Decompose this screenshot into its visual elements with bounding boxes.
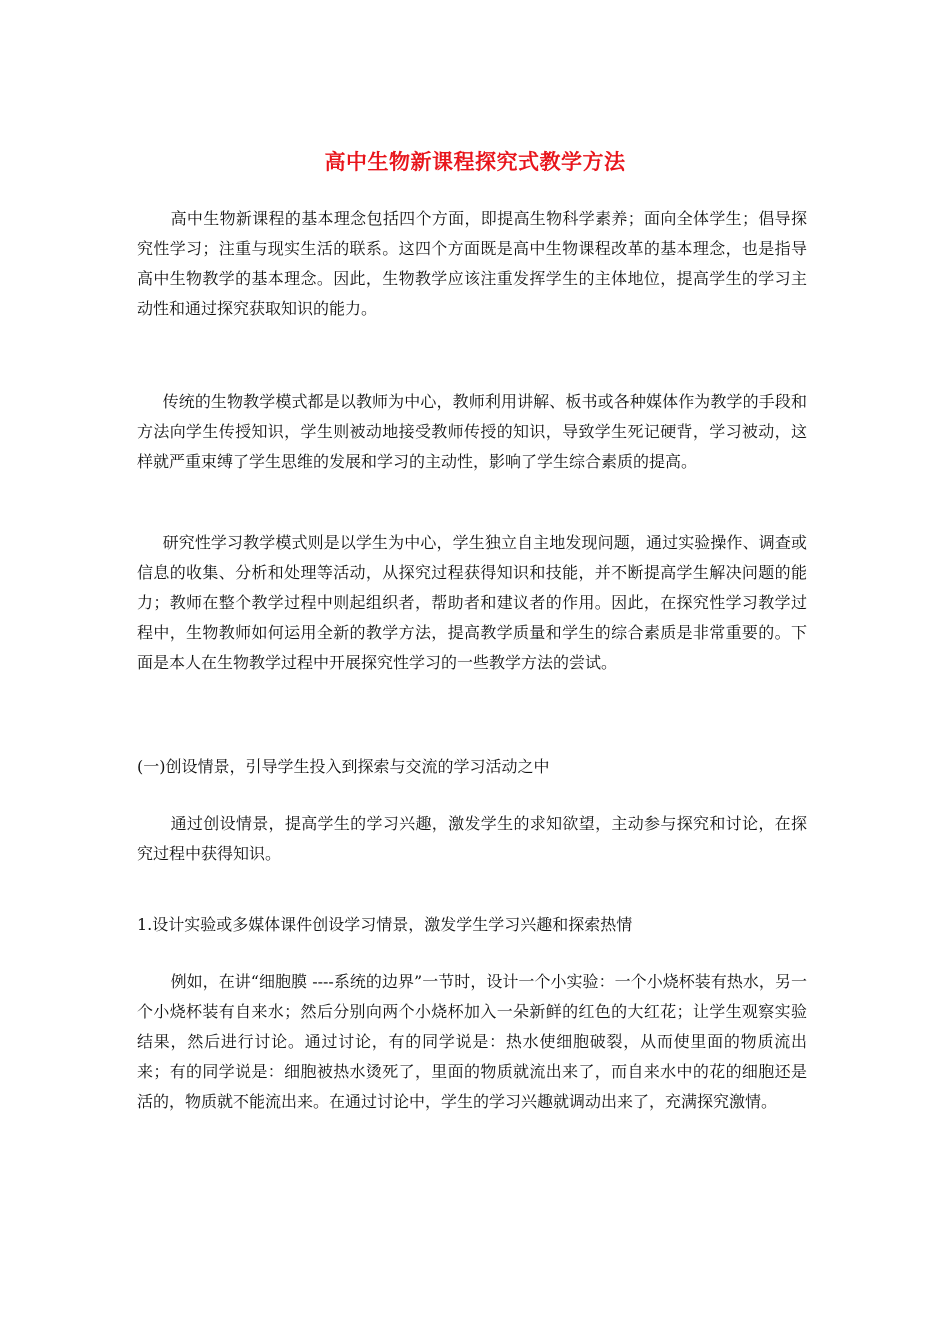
section-heading-1: (一)创设情景，引导学生投入到探索与交流的学习活动之中 — [137, 757, 550, 776]
paragraph-research-learning: 研究性学习教学模式则是以学生为中心，学生独立自主地发现问题，通过实验操作、调查或信息的收集、分析和处理等活动，从探究过程获得知识和技能，并不断提高学生解决问题的能力；教师在整个教学过程中则起组织者，帮助者和建议者的作用。因此，在探究性学习教学过程中，生物教师如何运用全新的教学方法，提高教学质量和学生的综合素质是非常重要的。下面是本人在生物教学过程中开展探究性学习的一些教学方法的尝试。 — [137, 533, 807, 672]
paragraph-traditional-teaching: 传统的生物教学模式都是以教师为中心，教师利用讲解、板书或各种媒体作为教学的手段和方法向学生传授知识，学生则被动地接受教师传授的知识，导致学生死记硬背，学习被动，这样就严重束缚了学生思维的发展和学习的主动性，影响了学生综合素质的提高。 — [137, 392, 807, 471]
subsection-heading-1: 1.设计实验或多媒体课件创设学习情景，激发学生学习兴趣和探索热情 — [137, 915, 633, 934]
paragraph-example: 例如，在讲“细胞膜 ----系统的边界”一节时，设计一个小实验：一个小烧杯装有热水，另一个小烧杯装有自来水；然后分别向两个小烧杯加入一朵新鲜的红色的大红花；让学生观察实验结果，然后进行讨论。通过讨论，有的同学说是：热水使细胞破裂，从而使里面的物质流出来；有的同学说是：细胞被热水烫死了，里面的物质就流出来了，而自来水中的花的细胞还是活的，物质就不能流出来。在通过讨论中，学生的学习兴趣就调动出来了，充满探究激情。 — [137, 972, 807, 1111]
paragraph-create-scenarios: 通过创设情景，提高学生的学习兴趣，激发学生的求知欲望，主动参与探究和讨论，在探究过程中获得知识。 — [137, 814, 807, 863]
paragraph-intro: 高中生物新课程的基本理念包括四个方面，即提高生物科学素养；面向全体学生；倡导探究性学习；注重与现实生活的联系。这四个方面既是高中生物课程改革的基本理念，也是指导高中生物教学的基本理念。因此，生物教学应该注重发挥学生的主体地位，提高学生的学习主动性和通过探究获取知识的能力。 — [137, 209, 807, 318]
document-title: 高中生物新课程探究式教学方法 — [324, 149, 626, 174]
